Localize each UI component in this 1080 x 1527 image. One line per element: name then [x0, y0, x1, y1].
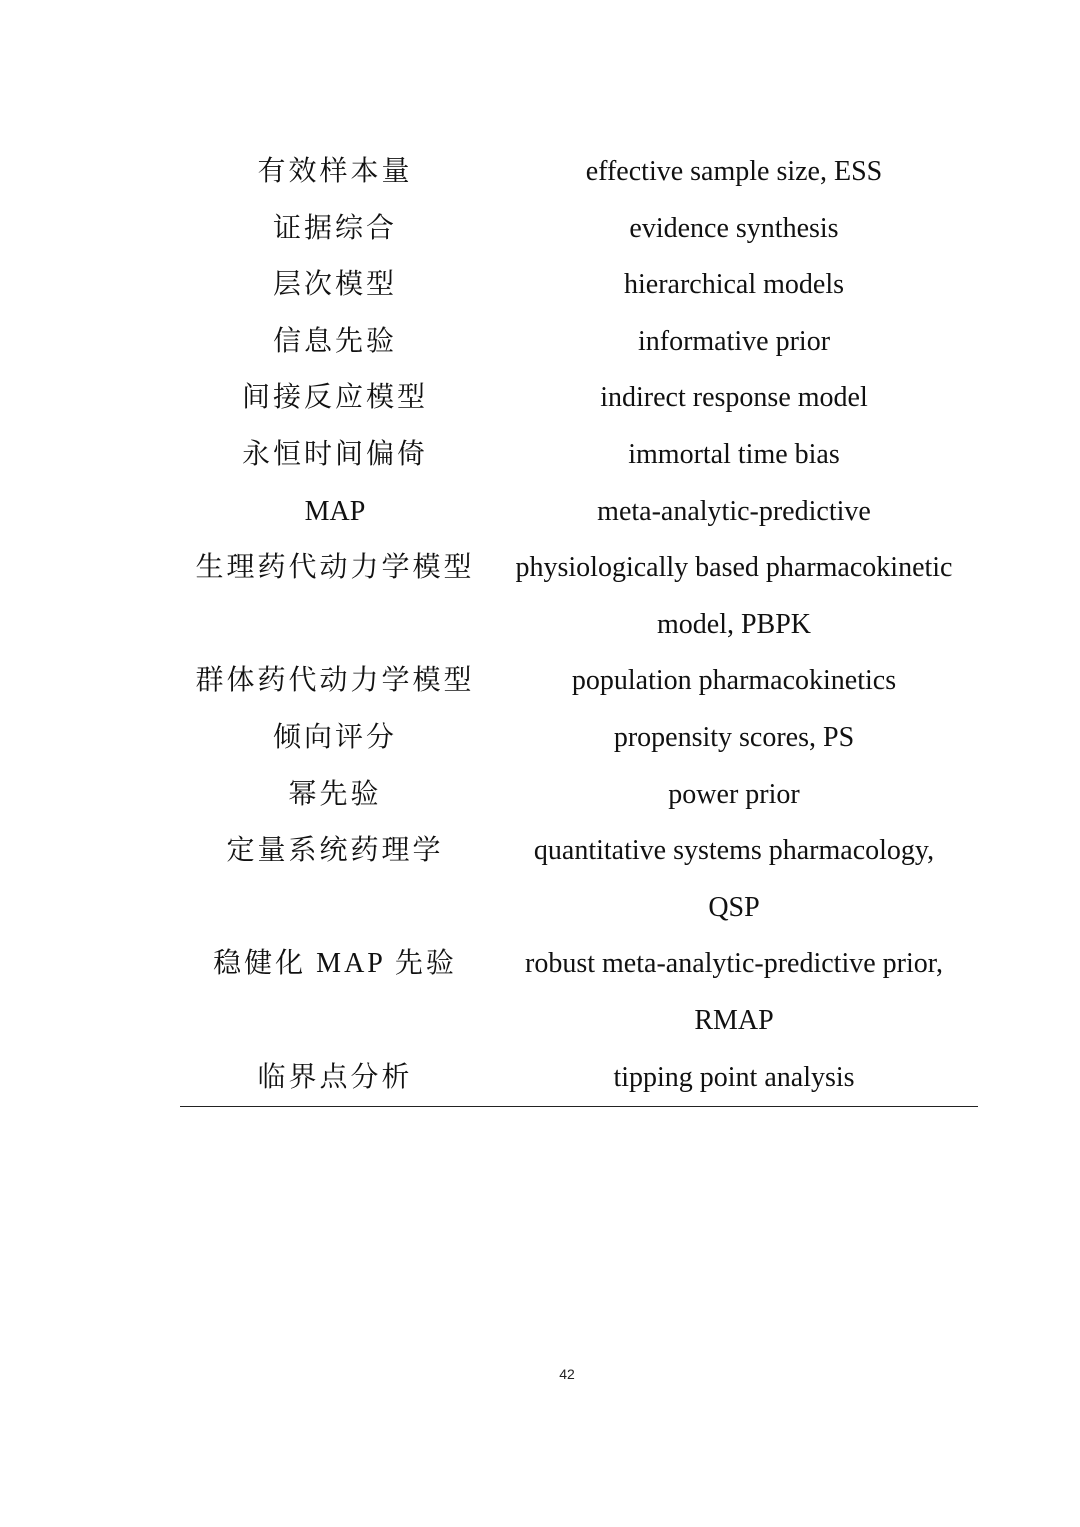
term-english-line: informative prior	[637, 325, 831, 357]
glossary-row	[180, 201, 978, 258]
term-english-line: immortal time bias	[628, 438, 840, 470]
term-chinese: 永恒时间偏倚	[241, 438, 428, 470]
glossary-row	[180, 936, 978, 1049]
term-english	[490, 936, 978, 1049]
term-english-line: meta-analytic-predictive	[597, 495, 871, 527]
term-english-line: population pharmacokinetics	[571, 665, 897, 697]
term-english-line: physiologically based pharmacokinetic	[515, 552, 953, 584]
term-english-line: hierarchical models	[623, 269, 844, 301]
term-chinese: 群体药代动力学模型	[195, 665, 475, 697]
term-english-line: power prior	[668, 778, 800, 810]
term-english	[490, 710, 978, 767]
term-english	[490, 653, 978, 710]
term-english	[490, 823, 978, 936]
term-english-line: tipping point analysis	[613, 1061, 855, 1093]
term-english	[490, 314, 978, 371]
term-chinese: 定量系统药理学	[226, 835, 444, 867]
glossary-row	[180, 653, 978, 710]
term-english	[490, 1050, 978, 1107]
term-chinese: 信息先验	[272, 325, 397, 357]
term-english	[490, 370, 978, 427]
glossary-row	[180, 370, 978, 427]
term-chinese: 临界点分析	[257, 1061, 413, 1093]
term-english	[490, 257, 978, 314]
term-chinese: 有效样本量	[257, 156, 413, 187]
term-english-line: evidence synthesis	[629, 212, 839, 244]
term-chinese: 生理药代动力学模型	[195, 552, 475, 584]
term-chinese: 间接反应模型	[241, 382, 428, 414]
term-english-line: indirect response model	[600, 382, 868, 414]
glossary-row	[180, 823, 978, 936]
term-english	[490, 201, 978, 258]
term-english	[490, 484, 978, 541]
term-chinese: MAP	[304, 495, 366, 527]
term-chinese: 稳健化 MAP 先验	[213, 948, 457, 980]
term-english	[490, 427, 978, 484]
term-english-line: QSP	[708, 891, 760, 923]
glossary-row	[180, 540, 978, 653]
term-chinese: 倾向评分	[272, 721, 397, 753]
glossary-row	[180, 767, 978, 824]
term-english-line: quantitative systems pharmacology,	[533, 835, 935, 867]
term-chinese: 层次模型	[272, 269, 397, 301]
term-english-line: propensity scores, PS	[613, 721, 855, 753]
term-chinese: 幂先验	[288, 778, 382, 810]
glossary-row	[180, 427, 978, 484]
glossary-row	[180, 314, 978, 371]
term-english-line: effective sample size, ESS	[585, 156, 883, 187]
glossary-row	[180, 257, 978, 314]
term-english	[490, 540, 978, 653]
glossary-row	[180, 710, 978, 767]
term-english-line: model, PBPK	[656, 608, 812, 640]
page-number: 42	[559, 1366, 575, 1382]
term-english	[490, 767, 978, 824]
glossary-row	[180, 1050, 978, 1107]
term-chinese: 证据综合	[272, 212, 397, 244]
term-english	[490, 144, 978, 201]
term-english-line: robust meta-analytic-predictive prior,	[525, 948, 943, 980]
glossary-row	[180, 484, 978, 541]
term-english-line: RMAP	[694, 1004, 774, 1036]
glossary-table	[180, 144, 978, 1107]
glossary-row	[180, 144, 978, 201]
